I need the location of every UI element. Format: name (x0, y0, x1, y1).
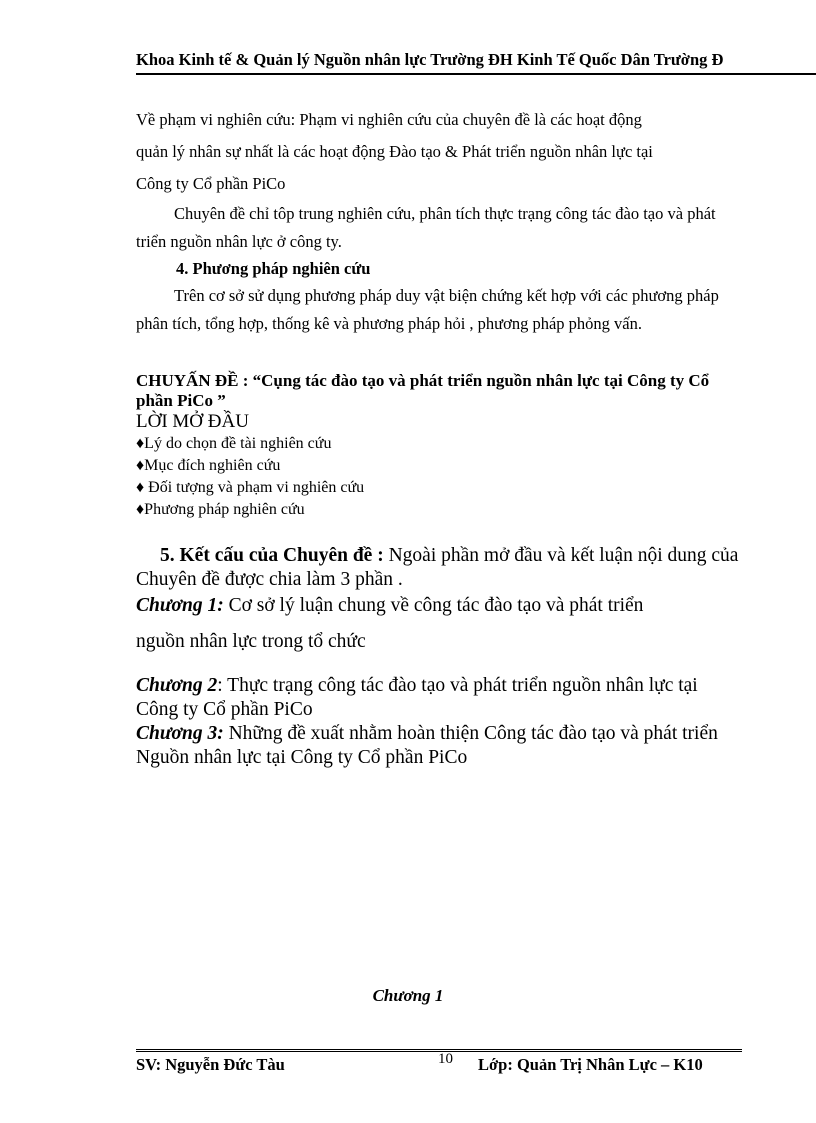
structure-text: Ngoài phần mở đầu và kết luận nội dung của Chuyên đề được chia làm 3 phần . (136, 545, 739, 590)
focus-text: Chuyên đề chỉ tôp trung nghiên cứu, phân tích thực trạng công tác đào tạo và phát triển nguồn nhân lực ở công ty. (136, 204, 716, 251)
intro-title: LỜI MỞ ĐẦU (136, 411, 249, 432)
chapter-3-label: Chương 3: (136, 722, 224, 744)
structure-section (136, 544, 742, 592)
chapter-1-text: Cơ sở lý luận chung về công tác đào tạo và phát triển (223, 595, 644, 616)
scope-line-1: Về phạm vi nghiên cứu: Phạm vi nghiên cứu của chuyên đề là các hoạt động (136, 110, 642, 129)
topic-block (136, 371, 742, 521)
scope-section (136, 104, 742, 200)
list-item: ♦Lý do chọn đề tài nghiên cứu (136, 435, 332, 452)
scope-line-2: quản lý nhân sự nhất là các hoạt động Đào tạo & Phát triển nguồn nhân lực tại (136, 142, 653, 161)
chapter-3 (136, 722, 742, 770)
chapter-1-continued: nguồn nhân lực trong tổ chức (136, 631, 366, 652)
chapter-2 (136, 674, 742, 722)
footer-class: Lớp: Quản Trị Nhân Lực – K10 (478, 1055, 703, 1074)
scope-line-3: Công ty Cổ phần PiCo (136, 174, 286, 193)
structure-paragraph (136, 544, 742, 592)
list-item: ♦ Đối tượng và phạm vi nghiên cứu (136, 479, 365, 496)
page-number: 10 (438, 1051, 453, 1067)
topic-title: CHUYẤN ĐỀ : “Cụng tác đào tạo và phát triển nguồn nhân lực tại Công ty Cổ phần PiCo ” (136, 371, 710, 410)
chapter-3-text: Những đề xuất nhằm hoàn thiện Công tác đào tạo và phát triển Nguồn nhân lực tại Công ty Cổ phần PiCo (136, 722, 718, 768)
method-heading: 4. Phương pháp nghiên cứu (176, 259, 371, 278)
focus-paragraph (136, 200, 742, 256)
list-item: ♦Phương pháp nghiên cứu (136, 501, 305, 518)
chapter-1 (136, 594, 742, 618)
list-item: ♦Mục đích nghiên cứu (136, 457, 281, 474)
page-header: Khoa Kinh tế & Quản lý Nguồn nhân lực Trường ĐH Kinh Tế Quốc Dân Trường Đ (136, 50, 816, 75)
structure-heading: 5. Kết cấu của Chuyên đề : (160, 545, 384, 566)
footer-student: SV: Nguyễn Đức Tàu (136, 1055, 285, 1074)
method-text: Trên cơ sở sử dụng phương pháp duy vật biện chứng kết hợp với các phương pháp phân tích, tổng hợp, thống kê và phương pháp hỏi , phương pháp phỏng vấn. (136, 286, 719, 333)
chapter-2-label: Chương 2 (136, 674, 218, 696)
method-section (136, 256, 742, 338)
chapters-section (136, 594, 742, 770)
chapter-2-text: : Thực trạng công tác đào tạo và phát triển nguồn nhân lực tại Công ty Cổ phần PiCo (136, 674, 698, 720)
next-chapter-title: Chương 1 (372, 986, 444, 1005)
chapter-1-label: Chương 1: (136, 595, 224, 616)
